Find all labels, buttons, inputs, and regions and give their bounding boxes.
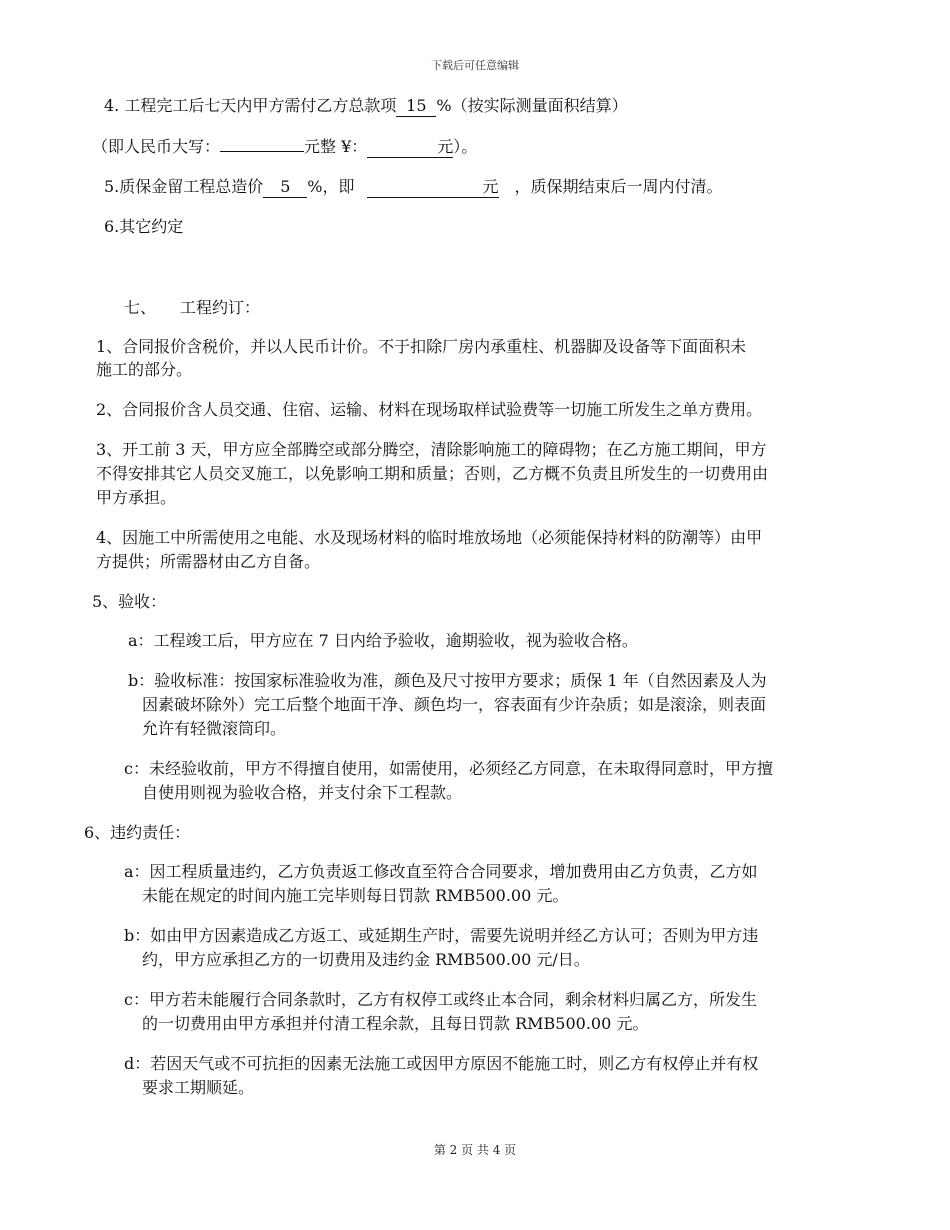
clause-6d-line-1: d：若因天气或不可抗拒的因素无法施工或因甲方原因不能施工时，则乙方有权停止并有权	[124, 1054, 759, 1073]
amount-field: 元	[367, 137, 453, 158]
clause-6b-line-2: 约，甲方应承担乙方的一切费用及违约金 RMB500.00 元/日。	[142, 950, 590, 969]
percent-field: 15	[396, 96, 436, 117]
clause-1-line-1: 1、合同报价含税价，并以人民币计价。不于扣除厂房内承重柱、机器脚及设备等下面面积未	[96, 337, 747, 356]
payment-item-4: 4. 工程完工后七天内甲方需付乙方总款项 15%（按实际测量面积结算）	[104, 96, 628, 115]
rmb-amount-line: （即人民币大写： 元整 ¥： 元）。	[92, 137, 478, 156]
retention-percent-field: 5	[263, 177, 307, 198]
clause-5b-line-3: 允许有轻微滚筒印。	[142, 719, 287, 738]
clause-6d-line-2: 要求工期顺延。	[142, 1078, 255, 1097]
clause-4-line-2: 方提供；所需器材由乙方自备。	[96, 552, 321, 571]
clause-3-line-1: 3、开工前 3 天，甲方应全部腾空或部分腾空，清除影响施工的障碍物；在乙方施工期间，甲方	[96, 440, 767, 459]
clause-6b-line-1: b：如由甲方因素造成乙方返工、或延期生产时，需要先说明并经乙方认可；否则为甲方违	[124, 926, 759, 945]
clause-6a-line-2: 未能在规定的时间内施工完毕则每日罚款 RMB500.00 元。	[142, 886, 569, 905]
clause-5c-line-1: c：未经验收前，甲方不得擅自使用，如需使用，必须经乙方同意，在未取得同意时，甲方擅	[124, 759, 773, 778]
clause-6a-line-1: a：因工程质量违约，乙方负责返工修改直至符合合同要求，增加费用由乙方负责，乙方如	[124, 862, 758, 881]
section-heading	[124, 296, 260, 320]
clause-5-title: 5、验收：	[92, 592, 167, 611]
clause-5a-line-1: a：工程竣工后，甲方应在 7 日内给予验收，逾期验收，视为验收合格。	[128, 631, 638, 650]
clause-5b-line-2: 因素破坏除外）完工后整个地面干净、颜色均一，容表面有少许杂质；如是滚涂，则表面	[142, 695, 767, 714]
page-footer: 第 2 页 共 4 页	[433, 1143, 517, 1157]
clause-5b-line-1: b：验收标准：按国家标准验收为准，颜色及尺寸按甲方要求；质保 1 年（自然因素及人为	[128, 671, 767, 690]
retention-amount-field: 元	[367, 177, 499, 198]
payment-item-6: 6.其它约定	[104, 217, 184, 236]
clause-5c-line-2: 自使用则视为验收合格，并支付余下工程款。	[142, 783, 463, 802]
clause-6c-line-1: c：甲方若未能履行合同条款时，乙方有权停工或终止本合同，剩余材料归属乙方，所发生	[124, 990, 757, 1009]
clause-3-line-3: 甲方承担。	[96, 488, 177, 507]
clause-2-line-1: 2、合同报价含人员交通、住宿、运输、材料在现场取样试验费等一切施工所发生之单方费用。	[96, 400, 763, 419]
clause-1-line-2: 施工的部分。	[96, 360, 193, 379]
payment-item-5: 5.质保金留工程总造价 5 %，即 元 ，质保期结束后一周内付清。	[104, 177, 723, 196]
clause-4-line-1: 4、因施工中所需使用之电能、水及现场材料的临时堆放场地（必须能保持材料的防潮等）由甲	[96, 528, 763, 547]
clause-6c-line-2: 的一切费用由甲方承担并付清工程余款，且每日罚款 RMB500.00 元。	[142, 1014, 649, 1033]
amount-words-field	[220, 151, 304, 152]
page-header: 下载后可任意编辑	[431, 59, 519, 72]
section-title: 工程约订：	[180, 298, 261, 317]
clause-6-title: 6、违约责任：	[84, 823, 191, 842]
section-number: 七、	[124, 298, 157, 317]
clause-3-line-2: 不得安排其它人员交叉施工，以免影响工期和质量；否则，乙方概不负责且所发生的一切费用由	[96, 464, 769, 483]
